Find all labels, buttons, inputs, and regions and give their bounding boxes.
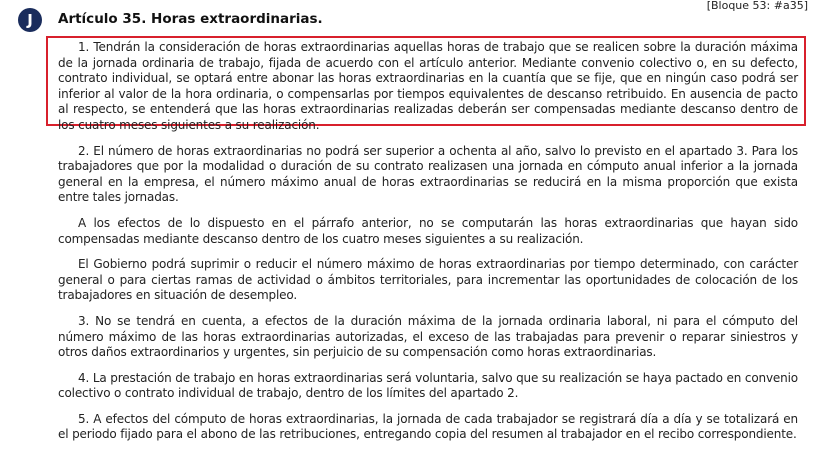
paragraph-4: 4. La prestación de trabajo en horas extraordinarias será voluntaria, salvo que su realización se haya pactado en convenio colectivo o contrato individual de trabajo, dentro de los límites del apartado 2. <box>58 370 798 401</box>
paragraph-5: 5. A efectos del cómputo de horas extraordinarias, la jornada de cada trabajador se registrará día a día y se totalizará en el periodo fijado para el abono de las retribuciones, entregando copia del resumen al trabajador en el recibo correspondiente. <box>58 411 798 442</box>
bloque-reference: [Bloque 53: #a35] <box>706 0 808 12</box>
article-title: Artículo 35. Horas extraordinarias. <box>58 11 323 27</box>
paragraph-2: 2. El número de horas extraordinarias no podrá ser superior a ochenta al año, salvo lo previsto en el apartado 3. Para los trabajadores que por la modalidad o duración de su contrato realizasen una jornada en cómputo anual inferior a la jornada general en la empresa, el número máximo anual de horas extraordinarias se reducirá en la misma proporción que exista entre tales jornadas. <box>58 143 798 205</box>
article-body <box>58 40 798 453</box>
paragraph-2c: El Gobierno podrá suprimir o reducir el número máximo de horas extraordinarias por tiempo determinado, con carácter general o para ciertas ramas de actividad o ámbitos territoriales, para incrementar las oportunidades de colocación de los trabajadores en situación de desempleo. <box>58 257 798 303</box>
paragraph-2b: A los efectos de lo dispuesto en el párrafo anterior, no se computarán las horas extraordinarias que hayan sido compensadas mediante descanso dentro de los cuatro meses siguientes a su realización. <box>58 215 798 246</box>
paragraph-1: 1. Tendrán la consideración de horas extraordinarias aquellas horas de trabajo que se realicen sobre la duración máxima de la jornada ordinaria de trabajo, fijada de acuerdo con el artículo anterior. Mediante convenio colectivo o, en su defecto, contrato individual, se optará entre abonar las horas extraordinarias en la cuantía que se fije, que en ningún caso podrá ser inferior al valor de la hora ordinaria, o compensarlas por tiempos equivalentes de descanso retribuido. En ausencia de pacto al respecto, se entenderá que las horas extraordinarias realizadas deberán ser compensadas mediante descanso dentro de los cuatro meses siguientes a su realización. <box>58 40 798 132</box>
paragraph-3: 3. No se tendrá en cuenta, a efectos de la duración máxima de la jornada ordinaria laboral, ni para el cómputo del número máximo de las horas extraordinarias autorizadas, el exceso de las trabajadas para prevenir o reparar siniestros y otros daños extraordinarios y urgentes, sin perjuicio de su compensación como horas extraordinarias. <box>58 313 798 360</box>
j-logo-icon: J <box>18 8 42 32</box>
